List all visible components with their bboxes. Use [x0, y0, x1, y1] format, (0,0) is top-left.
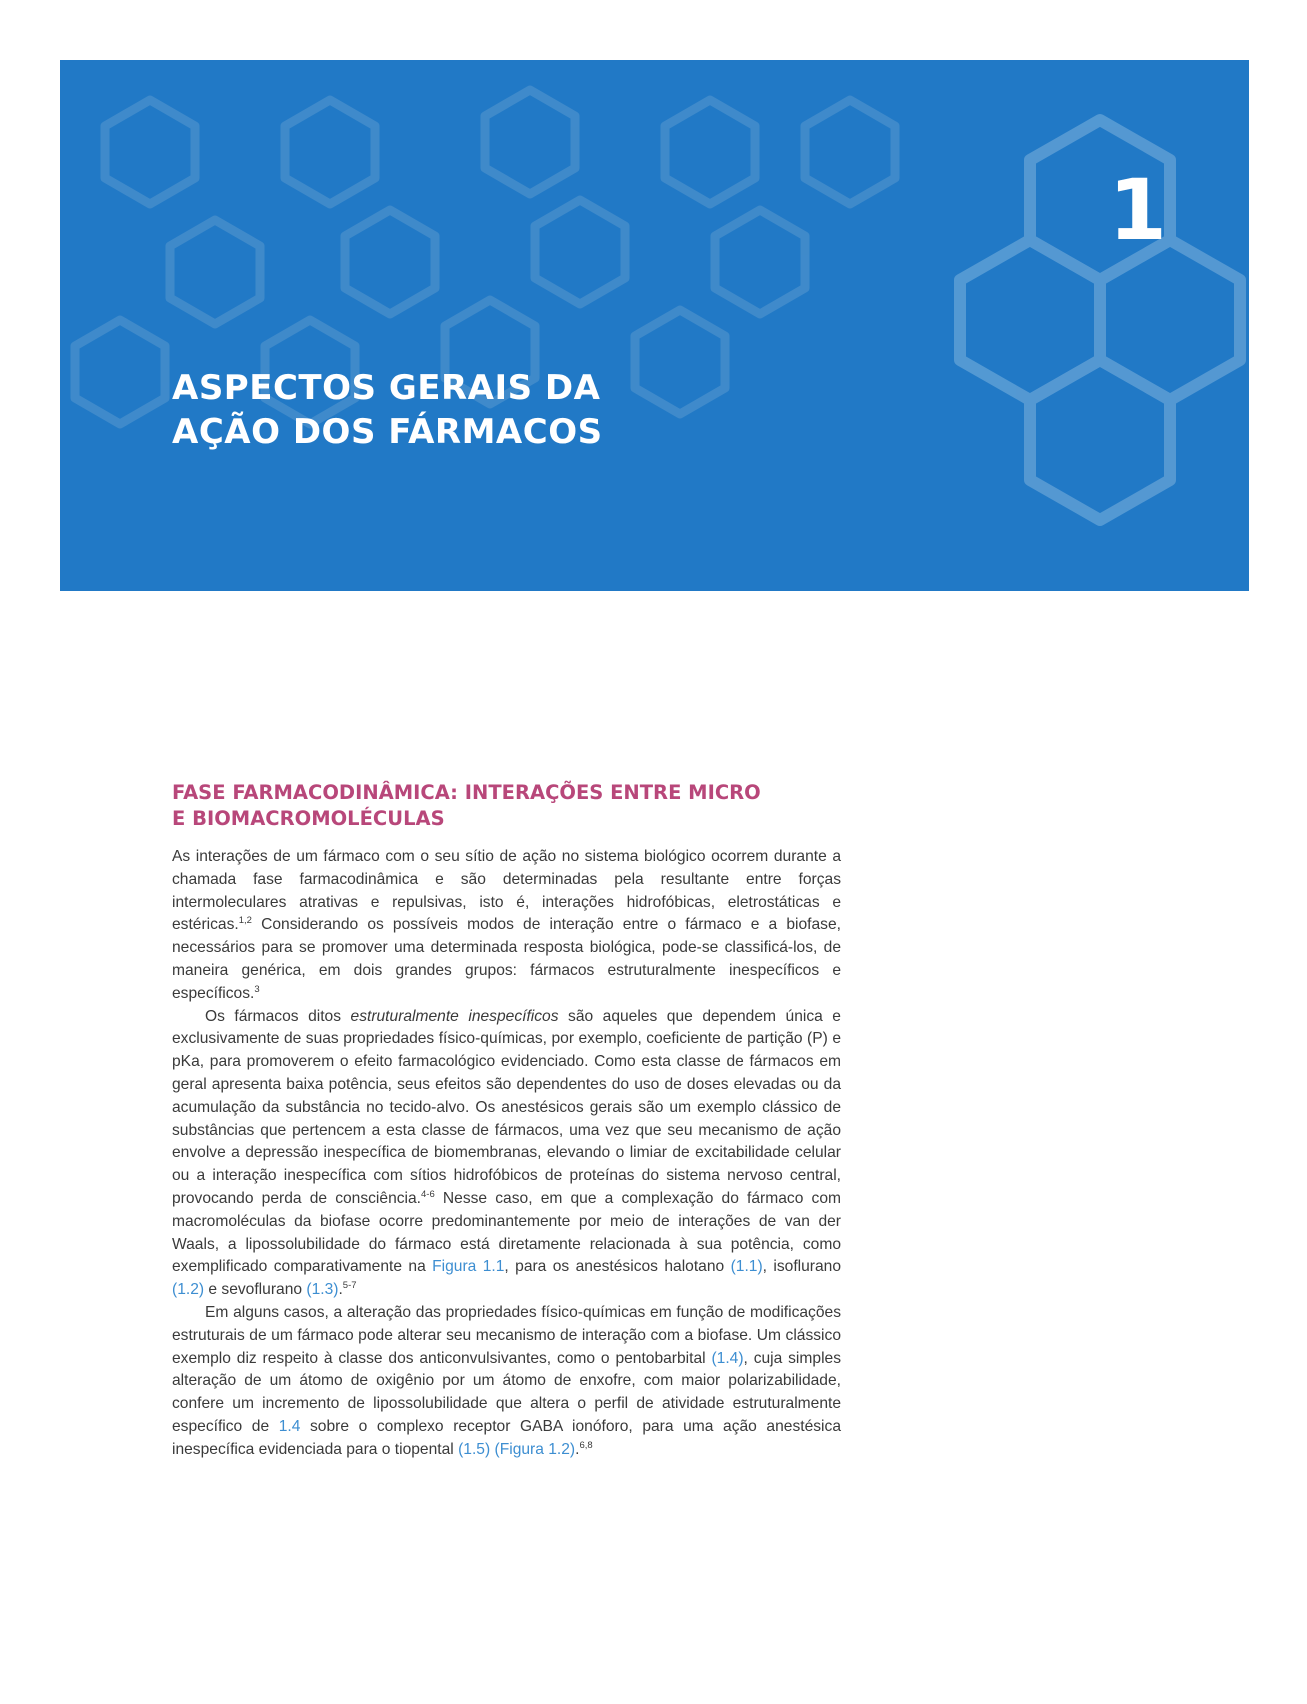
hexagon-pattern-decoration	[60, 60, 1249, 591]
citation: 3	[254, 983, 260, 995]
compound-link[interactable]: (1.3)	[306, 1281, 339, 1299]
section-heading-line-1: FASE FARMACODINÂMICA: INTERAÇÕES ENTRE MICRO	[172, 781, 761, 804]
emphasis-term: estruturalmente inespecíficos	[350, 1007, 559, 1025]
paragraph-1: As interações de um fármaco com o seu sítio de ação no sistema biológico ocorrem durante a chamada fase farmacodinâmica e são determinadas pela resultante entre forças intermoleculares atrativas e repulsivas, isto é, interações hidrofóbicas, eletrostáticas e estéricas.$^{1,2}$ Considerando os possíveis modos de interação entre o fármaco e a biofase, necessários para se promover uma determinada resposta biológica, pode-se classificá-los, de maneira genérica, em dois grandes grupos: fármacos estruturalmente inespecíficos e específicos.$^3$	[172, 848, 841, 1002]
chapter-number: 1	[1108, 161, 1167, 259]
chapter-title-line-2: AÇÃO DOS FÁRMACOS	[172, 412, 603, 452]
section-heading	[172, 780, 841, 832]
figure-link[interactable]: Figura 1.1	[432, 1258, 505, 1276]
chapter-title	[172, 366, 603, 454]
citation: 4-6	[421, 1188, 435, 1200]
chapter-title-line-1: ASPECTOS GERAIS DA	[172, 368, 601, 408]
figure-link[interactable]: (Figura 1.2)	[494, 1440, 576, 1458]
citation: 1,2	[238, 915, 252, 927]
chapter-banner	[60, 60, 1249, 591]
citation: 5-7	[342, 1280, 357, 1292]
compound-link[interactable]: (1.5)	[458, 1440, 491, 1458]
paragraph-3: Em alguns casos, a alteração das propriedades físico-químicas em função de modificações estruturais de um fármaco pode alterar seu mecanismo de interação com a biofase. Um clássico exemplo diz respeito à classe dos anticonvulsivantes, como o pentobarbital (1.4), cuja simples alteração de um átomo de oxigênio por um átomo de enxofre, com maior polarizabilidade, confere um incremento de lipossolubilidade que altera o perfil de atividade estruturalmente específico de 1.4 sobre o complexo receptor GABA ionóforo, para uma ação anestésica inespecífica evidenciada para o tiopental (1.5) (Figura 1.2).$^{6,8}$	[172, 1303, 841, 1458]
compound-link[interactable]: (1.2)	[172, 1281, 205, 1299]
citation: 6,8	[579, 1439, 593, 1451]
section-heading-line-2: E BIOMACROMOLÉCULAS	[172, 807, 445, 830]
compound-link[interactable]: (1.4)	[711, 1349, 744, 1367]
compound-link[interactable]: (1.1)	[730, 1258, 763, 1276]
paragraph-2: Os fármacos ditos estruturalmente inespecíficos são aqueles que dependem única e exclusivamente de suas propriedades físico-químicas, por exemplo, coeficiente de partição (P) e pKa, para promoverem o efeito farmacológico evidenciado. Como esta classe de fármacos em geral apresenta baixa potência, seus efeitos são dependentes do uso de doses elevadas ou da acumulação da substância no tecido-alvo. Os anestésicos gerais são um exemplo clássico de substâncias que pertencem a esta classe de fármacos, uma vez que seu mecanismo de ação envolve a depressão inespecífica de biomembranas, elevando o limiar de excitabilidade celular ou a interação inespecífica com sítios hidrofóbicos de proteínas do sistema nervoso central, provocando perda de consciência.$^{4-6}$ Nesse caso, em que a complexação do fármaco com macromoléculas da biofase ocorre predominantemente por meio de interações de van der Waals, a lipossolubilidade do fármaco está diretamente relacionada à sua potência, como exemplificado comparativamente na Figura 1.1, para os anestésicos halotano (1.1), isoflurano (1.2) e sevoflurano (1.3).$^{5-7}$	[172, 1007, 841, 1299]
body-content	[172, 780, 841, 1462]
compound-link[interactable]: 1.4	[278, 1417, 301, 1435]
